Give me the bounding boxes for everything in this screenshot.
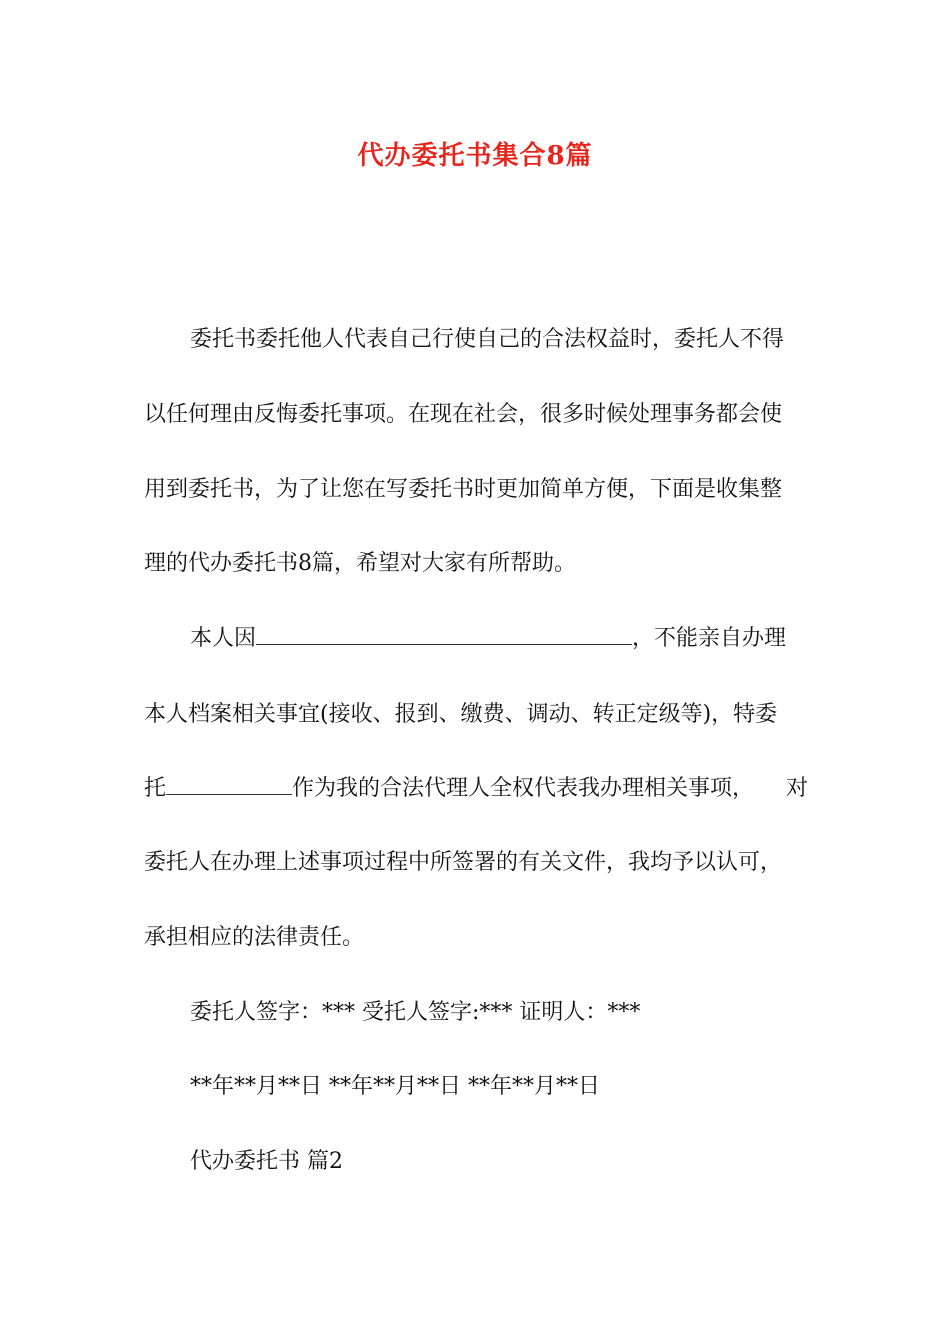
agent-blank — [166, 776, 292, 795]
section-heading: 代办委托书 篇2 — [190, 1149, 343, 1174]
intro-line-2: 以任何理由反悔委托事项。在现在社会，很多时候处理事务都会使 — [144, 402, 783, 427]
document-title: 代办委托书集合8篇 — [357, 141, 593, 171]
date-line: **年**月**日 **年**月**日 **年**月**日 — [190, 1074, 600, 1099]
body-line-1 — [144, 624, 808, 654]
body-line-3 — [144, 774, 808, 804]
body-line-3-mid: 作为我的合法代理人全权代表我办理相关事项， — [292, 776, 755, 801]
intro-line-3: 用到委托书，为了让您在写委托书时更加简单方便，下面是收集整 — [144, 477, 783, 502]
body-line-1-start: 本人因 — [190, 626, 257, 651]
body-line-3-start: 托 — [144, 776, 167, 801]
intro-line-1: 委托书委托他人代表自己行使自己的合法权益时，委托人不得 — [190, 327, 785, 352]
body-line-5: 承担相应的法律责任。 — [144, 925, 365, 950]
body-line-2: 本人档案相关事宜(接收、报到、缴费、调动、转正定级等)，特委 — [144, 702, 778, 727]
intro-line-4: 理的代办委托书8篇，希望对大家有所帮助。 — [144, 551, 576, 576]
reason-blank — [256, 626, 632, 645]
body-line-4: 委托人在办理上述事项过程中所签署的有关文件，我均予以认可， — [144, 850, 783, 875]
body-line-3-end: 对 — [785, 776, 808, 801]
signature-line: 委托人签字：*** 受托人签字:*** 证明人：*** — [190, 1000, 641, 1025]
body-line-1-end: ，不能亲自办理 — [632, 626, 787, 651]
